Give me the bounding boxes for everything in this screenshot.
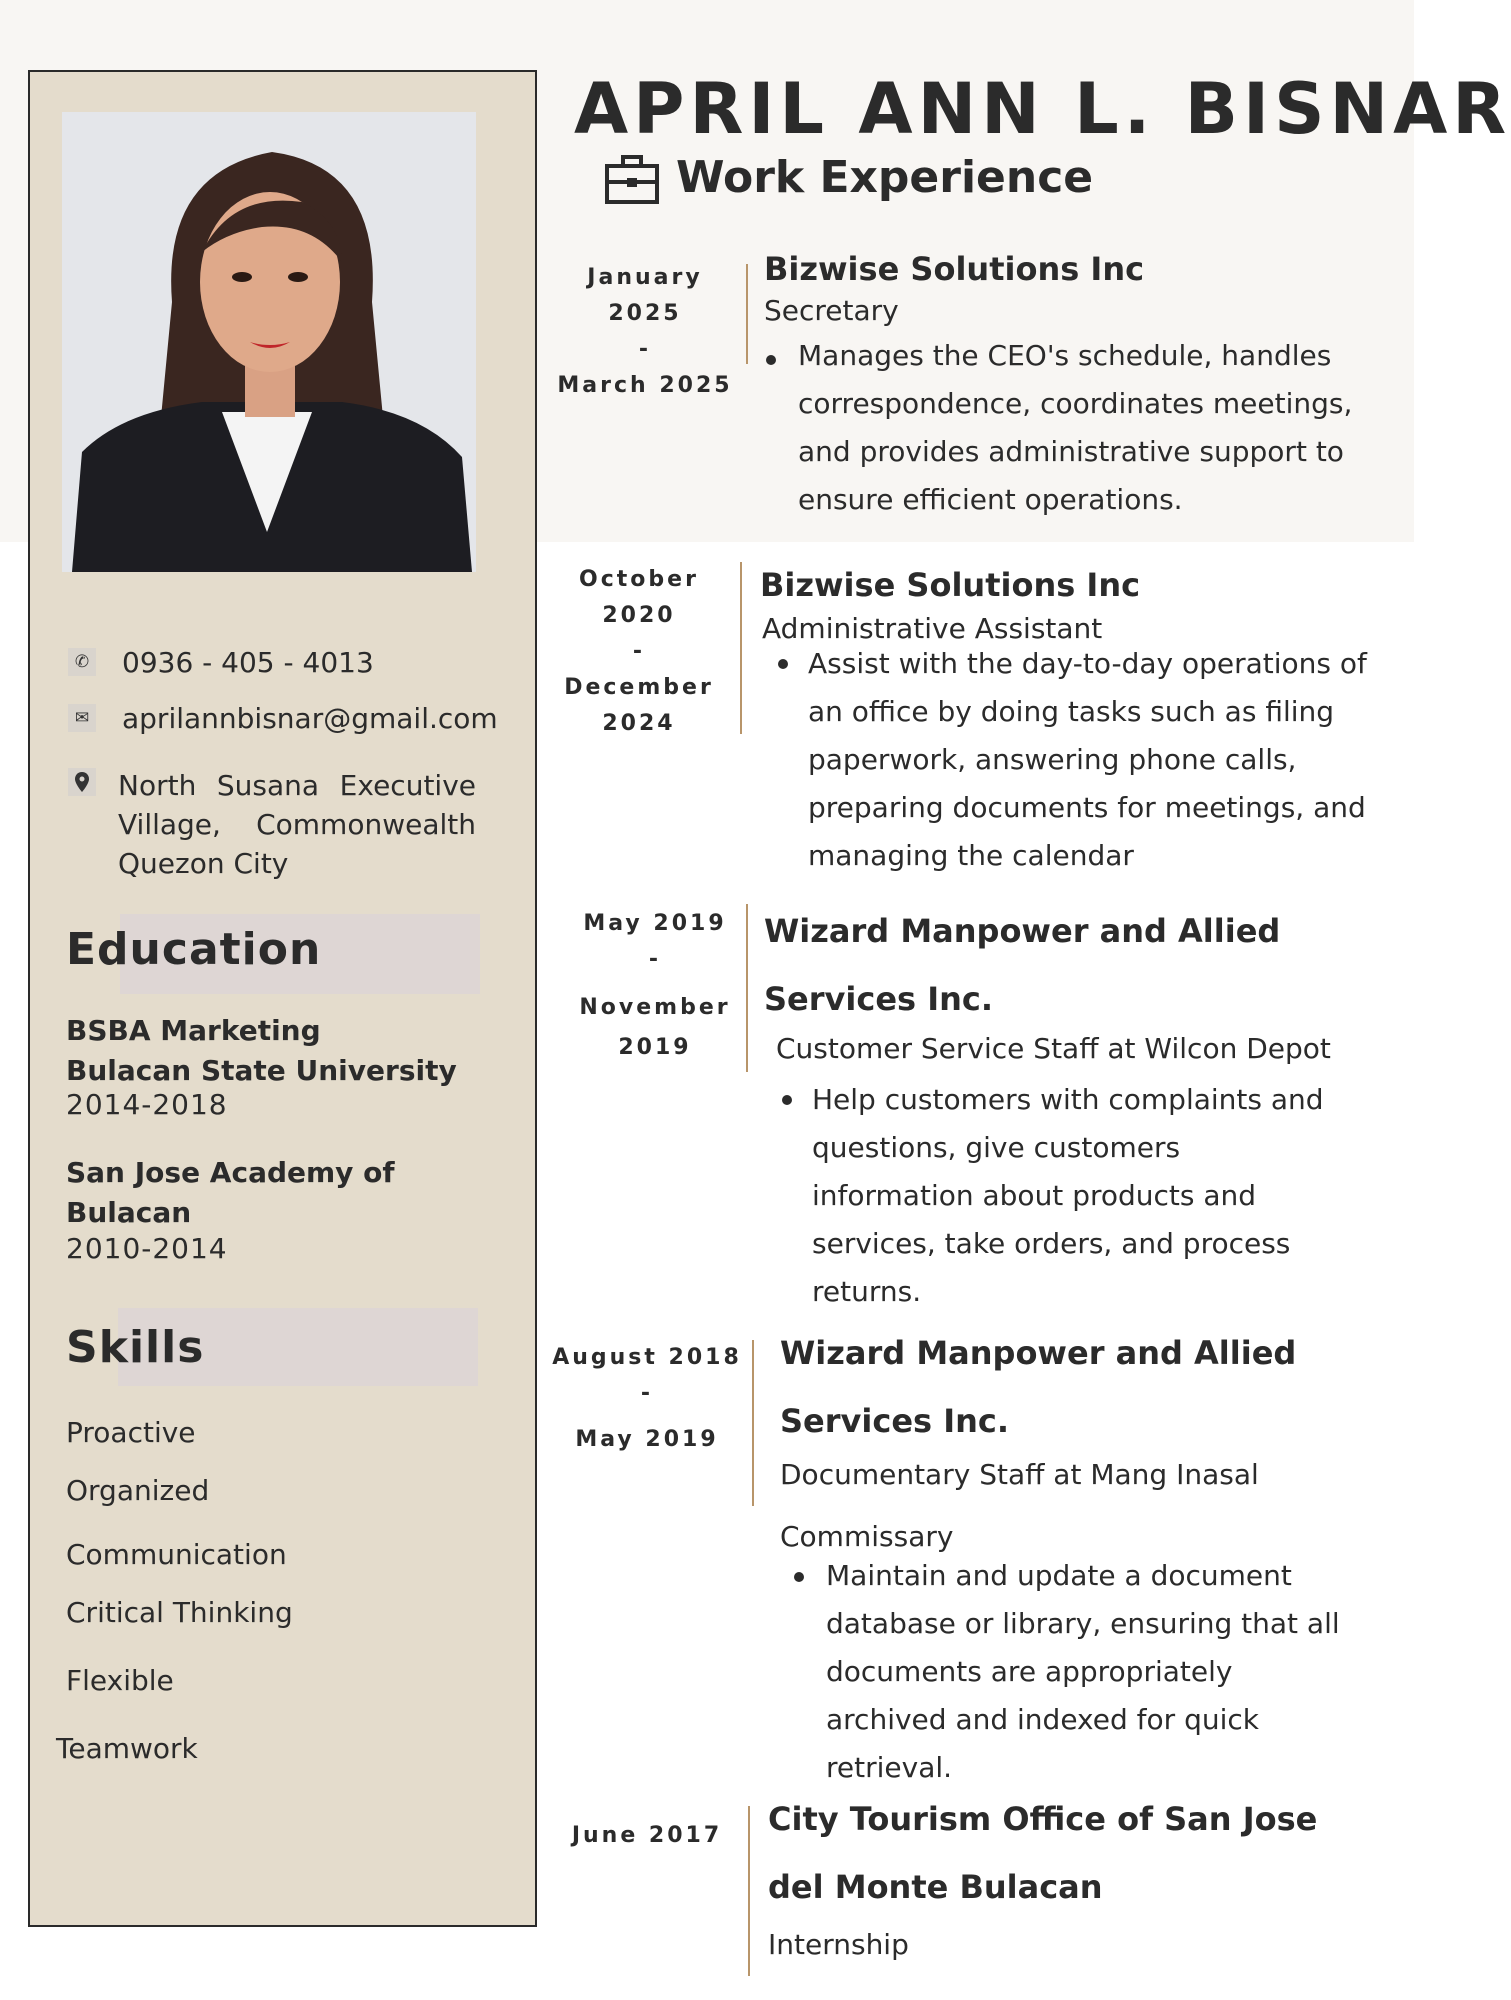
job-company: Wizard Manpower and Allied xyxy=(780,1334,1297,1372)
job-role: Customer Service Staff at Wilcon Depot xyxy=(776,1032,1331,1065)
education-years: 2014-2018 xyxy=(66,1088,228,1121)
bullet-dot xyxy=(782,1095,792,1105)
job-date: May 2019 - xyxy=(583,911,727,972)
job-description: Assist with the day-to-day operations of an office by doing tasks such as filing paperwork, answering phone calls, preparing documents for meetings, and managing the calendar xyxy=(808,647,1367,872)
job-date-end: May 2019 xyxy=(575,1427,719,1452)
job-company: Bizwise Solutions Inc xyxy=(760,566,1141,604)
address: North Susana Executive Village, Commonwealth Quezon City xyxy=(118,769,476,880)
mail-icon: ✉ xyxy=(68,704,96,732)
location-pin-icon xyxy=(68,768,96,796)
job-date: October 2020 - December 2024 xyxy=(564,567,714,736)
job-company: Bizwise Solutions Inc xyxy=(764,250,1145,288)
education-school: San Jose Academy of xyxy=(66,1156,395,1189)
briefcase-icon xyxy=(604,152,660,208)
job-description: Maintain and update a document database or library, ensuring that all documents are appropriately archived and indexed for quick retrieval. xyxy=(826,1559,1340,1784)
skill-item: Communication xyxy=(66,1538,287,1571)
skill-item: Flexible xyxy=(66,1664,174,1697)
bullet-dot xyxy=(778,659,788,669)
email-address[interactable]: aprilannbisnar@gmail.com xyxy=(122,702,498,735)
timeline-line xyxy=(752,1340,754,1506)
education-school: Bulacan State University xyxy=(66,1054,457,1087)
skill-item: Organized xyxy=(66,1474,210,1507)
job-date: January 2025 - March 2025 xyxy=(557,265,733,398)
job-role: Commissary xyxy=(780,1520,954,1553)
job-role: Secretary xyxy=(764,294,899,327)
education-school: Bulacan xyxy=(66,1196,192,1229)
job-role: Documentary Staff at Mang Inasal xyxy=(780,1458,1259,1491)
phone-number: 0936 - 405 - 4013 xyxy=(122,646,374,679)
bullet-dot xyxy=(766,355,776,365)
job-description: Manages the CEO's schedule, handles correspondence, coordinates meetings, and provides administrative support to ensure efficient operations. xyxy=(798,339,1353,516)
skill-item: Critical Thinking xyxy=(66,1596,293,1629)
job-role: Internship xyxy=(768,1928,909,1961)
education-title: Education xyxy=(66,924,322,975)
work-experience-title: Work Experience xyxy=(676,152,1094,203)
education-degree: BSBA Marketing xyxy=(66,1014,321,1047)
job-date-end: November xyxy=(579,995,731,1020)
job-role: Administrative Assistant xyxy=(762,612,1103,645)
job-company: Wizard Manpower and Allied xyxy=(764,912,1281,950)
job-date-end: 2019 xyxy=(618,1035,692,1060)
profile-photo xyxy=(62,112,476,572)
timeline-line xyxy=(746,904,748,1072)
timeline-line xyxy=(740,562,742,734)
timeline-line xyxy=(746,264,748,364)
job-date: August 2018 - xyxy=(552,1345,742,1406)
job-company: Services Inc. xyxy=(780,1402,1010,1440)
phone-icon: ✆ xyxy=(68,648,96,676)
job-company: City Tourism Office of San Jose xyxy=(768,1800,1318,1838)
timeline-line xyxy=(748,1806,750,1976)
job-description: Help customers with complaints and questions, give customers information about products and services, take orders, and process returns. xyxy=(812,1083,1324,1308)
job-company: Services Inc. xyxy=(764,980,994,1018)
education-years: 2010-2014 xyxy=(66,1232,228,1265)
job-date: June 2017 xyxy=(571,1823,723,1848)
job-company: del Monte Bulacan xyxy=(768,1868,1103,1906)
skill-item: Proactive xyxy=(66,1416,196,1449)
bullet-dot xyxy=(794,1572,804,1582)
skills-title: Skills xyxy=(66,1322,205,1373)
portrait-illustration xyxy=(62,112,476,572)
candidate-name: APRIL ANN L. BISNAR xyxy=(574,68,1511,150)
skill-item: Teamwork xyxy=(56,1732,198,1765)
